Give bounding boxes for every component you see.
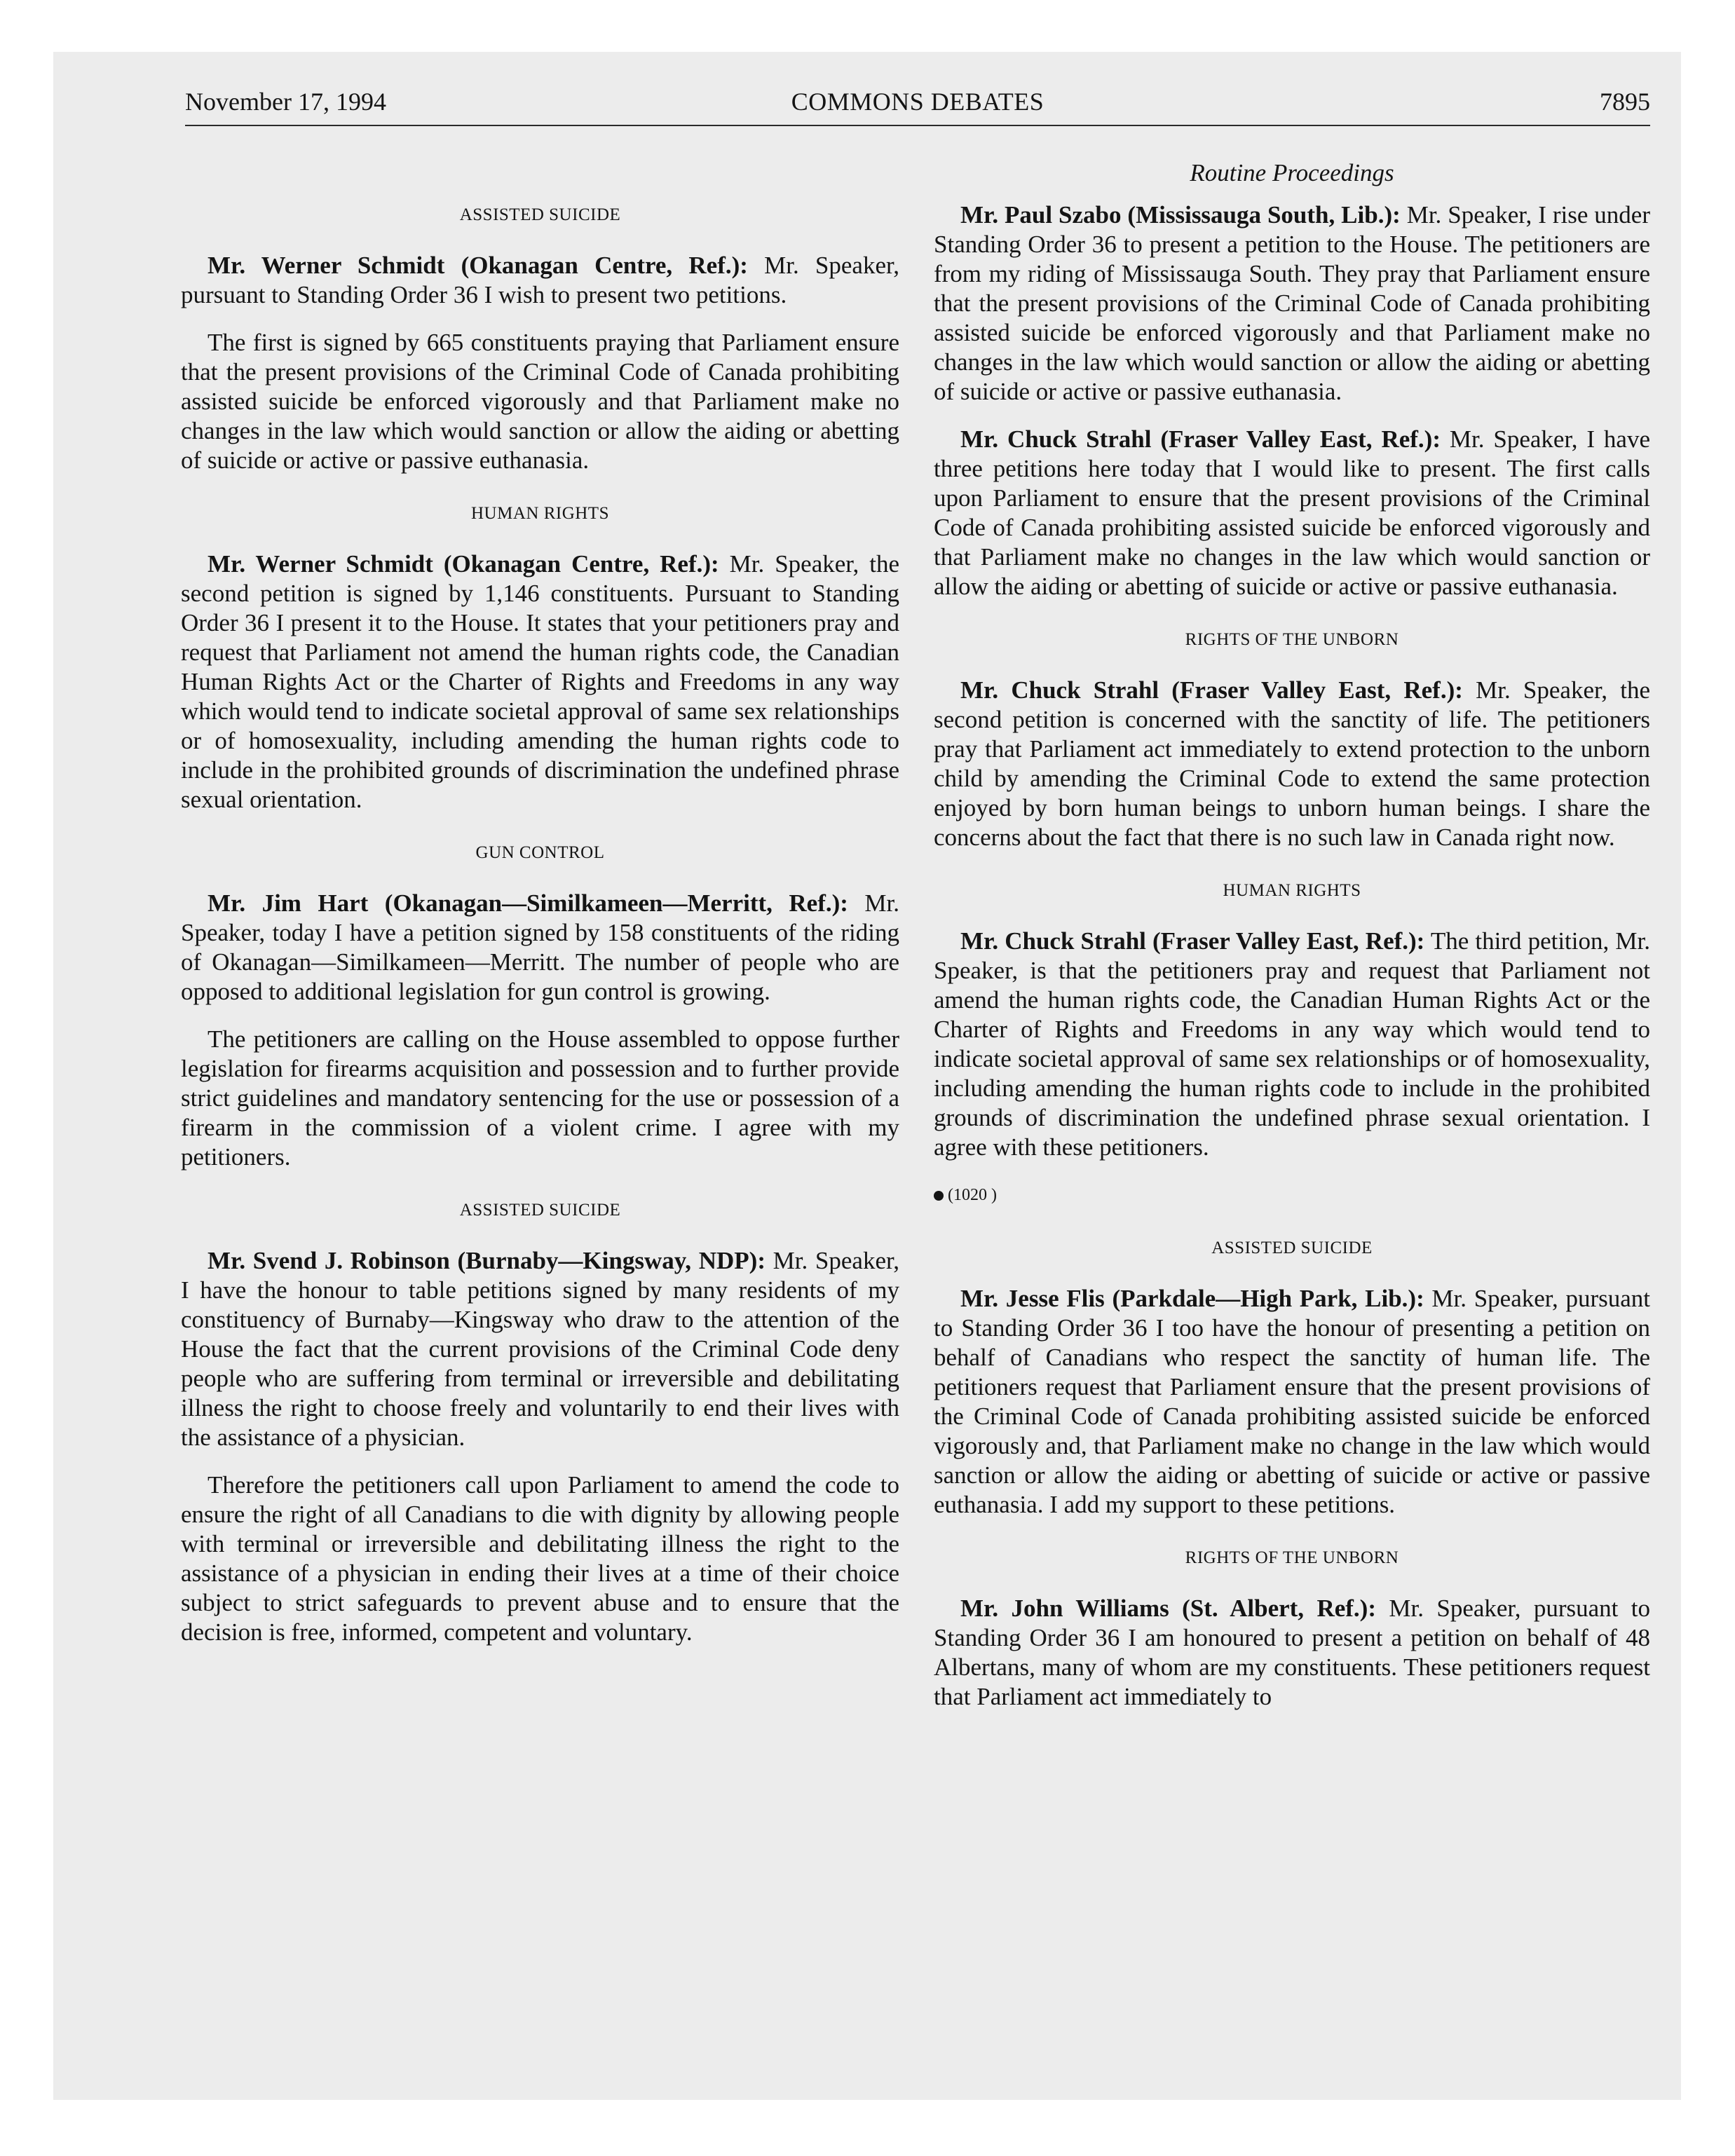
page-header xyxy=(185,84,1650,126)
paragraph-text: Mr. Speaker, pursuant to Standing Order 36 I too have the honour of presenting a petition on behalf of Canadians who respect the sanctity of human life. The petitioners request that Parliament ensure that the present provisions of the Criminal Code of Canada prohibiting assisted suicide be enforced vigorously and, that Parliament make no change in the law which would sanction or allow the aiding or abetting of suicide or active or passive euthanasia. I add my support to these petitions. xyxy=(934,1285,1650,1518)
petition-paragraph xyxy=(181,889,899,1007)
section-heading: GUN CONTROL xyxy=(475,843,605,862)
section-heading: RIGHTS OF THE UNBORN xyxy=(1185,1548,1399,1567)
right-column xyxy=(934,158,1650,1730)
petition-paragraph xyxy=(934,1284,1650,1520)
paragraph-text: The third petition, Mr. Speaker, is that the petitioners pray and request that Parliament not amend the human rights code, the Canadian Human Rights Act or the Charter of Rights and Freedoms in any way which would tend to indicate societal approval of same sex relationships or of homosexuality, including amending the human rights code to include in the prohibited grounds of discrimination the undefined phrase sexual orientation. I agree with these petitioners. xyxy=(934,927,1650,1161)
paragraph-text: Mr. Speaker, I have the honour to table petitions signed by many residents of my constituency of Burnaby—Kingsway who draw to the attention of the House the fact that the current provisions of the Criminal Code deny people who are suffering from terminal or irreversible and debilitating illness the right to choose freely and voluntarily to end their lives with the assistance of a physician. xyxy=(181,1247,900,1451)
section-heading: HUMAN RIGHTS xyxy=(1223,881,1361,900)
petition-paragraph xyxy=(181,550,899,814)
speaker-name: Mr. John Williams (St. Albert, Ref.): xyxy=(960,1595,1376,1622)
speaker-name: Mr. Chuck Strahl (Fraser Valley East, Ref.): xyxy=(960,425,1441,453)
paragraph-text: Mr. Speaker, I rise under Standing Order 36 to present a petition to the House. The petitioners are from my riding of Mississauga South. They pray that Parliament ensure that the present provisions of the Criminal Code of Canada prohibiting assisted suicide be enforced vigorously and that Parliament make no changes in the law which would sanction or allow the aiding or abetting of suicide or active or passive euthanasia. xyxy=(934,201,1650,405)
speaker-name: Mr. Jesse Flis (Parkdale—High Park, Lib.): xyxy=(960,1285,1424,1312)
petition-paragraph xyxy=(934,200,1650,407)
paragraph-text: Mr. Speaker, pursuant to Standing Order 36 I wish to present two petitions. xyxy=(181,252,899,308)
speaker-name: Mr. Werner Schmidt (Okanagan Centre, Ref.): xyxy=(207,252,748,279)
running-head: Routine Proceedings xyxy=(1190,159,1394,186)
speaker-name: Mr. Chuck Strahl (Fraser Valley East, Ref.): xyxy=(960,676,1463,704)
petition-paragraph xyxy=(934,927,1650,1162)
petition-paragraph: The first is signed by 665 constituents praying that Parliament ensure that the present provisions of the Criminal Code of Canada prohibiting assisted suicide be enforced vigorously and that Parliament make no changes in the law which would sanction or allow the aiding or abetting of suicide or active or passive euthanasia. xyxy=(181,329,899,474)
time-marker xyxy=(934,1180,1650,1210)
section-heading: ASSISTED SUICIDE xyxy=(1211,1239,1373,1257)
paragraph-text: Mr. Speaker, I have three petitions here today that I would like to present. The first calls upon Parliament to ensure that the present provisions of the Criminal Code of Canada prohibiting assisted suicide be enforced vigorously and that Parliament make no changes in the law which would sanction or allow the aiding or abetting of suicide or active or passive euthanasia. xyxy=(934,425,1650,600)
bullet-icon xyxy=(934,1191,944,1201)
petition-paragraph xyxy=(934,1594,1650,1712)
header-page-number: 7895 xyxy=(1600,88,1650,116)
petition-paragraph xyxy=(181,251,899,310)
header-publication-title: COMMONS DEBATES xyxy=(791,88,1045,116)
section-heading: ASSISTED SUICIDE xyxy=(459,205,621,224)
petition-paragraph xyxy=(181,1246,899,1452)
petition-paragraph: The petitioners are calling on the House assembled to oppose further legislation for firearms acquisition and possession and to further provide strict guidelines and mandatory sentencing for the use or possession of a firearm in the commission of a violent crime. I agree with my petitioners. xyxy=(181,1025,899,1171)
paragraph-text: Mr. Speaker, today I have a petition signed by 158 constituents of the riding of Okanagan—Similkameen—Merritt. The number of people who are opposed to additional legislation for gun control is growing. xyxy=(181,889,899,1005)
section-heading: ASSISTED SUICIDE xyxy=(459,1201,621,1220)
speaker-name: Mr. Svend J. Robinson (Burnaby—Kingsway, NDP): xyxy=(207,1247,766,1274)
petition-paragraph: Therefore the petitioners call upon Parliament to amend the code to ensure the right of all Canadians to die with dignity by allowing people with terminal or irreversible and debilitating illness the right to the assistance of a physician in ending their lives at a time of their choice subject to strict safeguards to prevent abuse and to ensure that the decision is free, informed, competent and voluntary. xyxy=(181,1471,899,1646)
paragraph-text: Mr. Speaker, the second petition is concerned with the sanctity of life. The petitioners pray that Parliament act immediately to extend protection to the unborn child by amending the Criminal Code to extend the same protection enjoyed by born human beings to unborn human beings. I share the concerns about the fact that there is no such law in Canada right now. xyxy=(934,676,1650,851)
header-date: November 17, 1994 xyxy=(185,88,386,116)
paragraph-text: Mr. Speaker, pursuant to Standing Order 36 I am honoured to present a petition on behalf of 48 Albertans, many of whom are my constituents. These petitioners request that Parliament act immediately to xyxy=(934,1595,1650,1710)
left-column xyxy=(181,158,899,1665)
petition-paragraph xyxy=(934,676,1650,852)
section-heading: RIGHTS OF THE UNBORN xyxy=(1185,630,1399,649)
time-marker-text: (1020 ) xyxy=(948,1186,997,1204)
speaker-name: Mr. Paul Szabo (Mississauga South, Lib.): xyxy=(960,201,1401,228)
speaker-name: Mr. Werner Schmidt (Okanagan Centre, Ref.): xyxy=(207,550,719,578)
speaker-name: Mr. Jim Hart (Okanagan—Similkameen—Merritt, Ref.): xyxy=(207,889,848,917)
speaker-name: Mr. Chuck Strahl (Fraser Valley East, Ref.): xyxy=(960,927,1425,955)
section-heading: HUMAN RIGHTS xyxy=(471,504,609,523)
paragraph-text: Mr. Speaker, the second petition is signed by 1,146 constituents. Pursuant to Standing Order 36 I present it to the House. It states that your petitioners pray and request that Parliament not amend the human rights code, the Canadian Human Rights Act or the Charter of Rights and Freedoms in any way which would tend to indicate societal approval of same sex relationships or of homosexuality, including amending the human rights code to include in the prohibited grounds of discrimination the undefined phrase sexual orientation. xyxy=(181,550,899,813)
petition-paragraph xyxy=(934,425,1650,601)
